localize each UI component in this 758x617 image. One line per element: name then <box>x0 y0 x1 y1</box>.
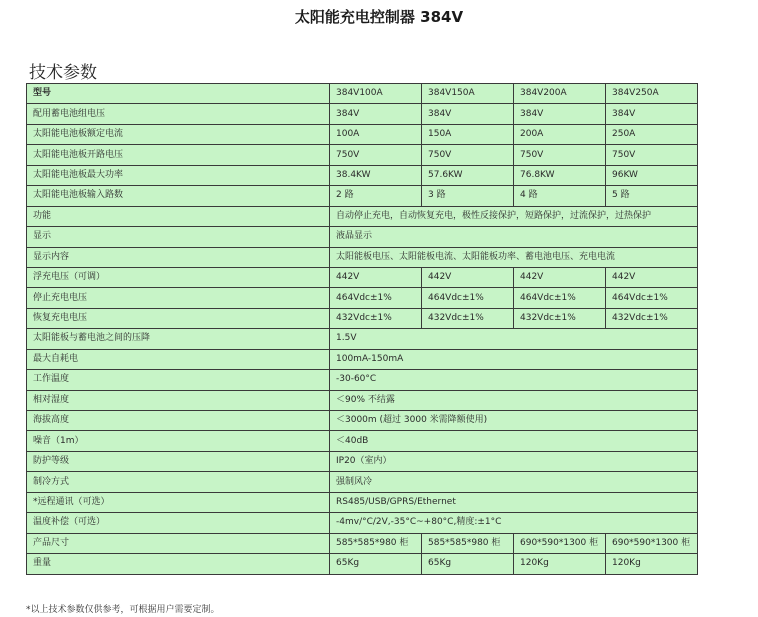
table-row <box>27 451 698 471</box>
value-cell: 442V <box>422 267 514 287</box>
param-name-cell: 最大自耗电 <box>27 349 330 369</box>
value-cell: 250A <box>606 124 698 144</box>
value-cell: 65Kg <box>330 554 422 574</box>
param-name-cell: 防护等级 <box>27 451 330 471</box>
table-row <box>27 492 698 512</box>
param-name-cell: 太阳能电池板开路电压 <box>27 145 330 165</box>
table-row <box>27 431 698 451</box>
value-cell: 432Vdc±1% <box>606 308 698 328</box>
table-row <box>27 206 698 226</box>
param-name-cell: 相对湿度 <box>27 390 330 410</box>
param-name-cell: 恢复充电电压 <box>27 308 330 328</box>
value-cell: 120Kg <box>514 554 606 574</box>
value-cell: 384V250A <box>606 84 698 104</box>
value-cell: -4mv/°C/2V,-35°C~+80°C,精度:±1°C <box>330 513 698 533</box>
value-cell: 57.6KW <box>422 165 514 185</box>
value-cell: 120Kg <box>606 554 698 574</box>
table-row <box>27 411 698 431</box>
param-name-cell: 太阳能电池板额定电流 <box>27 124 330 144</box>
value-cell: RS485/USB/GPRS/Ethernet <box>330 492 698 512</box>
spec-table <box>26 83 698 575</box>
value-cell: 690*590*1300 柜 <box>606 533 698 553</box>
value-cell: 2 路 <box>330 186 422 206</box>
param-name-cell: *远程通讯（可选） <box>27 492 330 512</box>
param-name-cell: 海拔高度 <box>27 411 330 431</box>
value-cell: 464Vdc±1% <box>330 288 422 308</box>
value-cell: 442V <box>606 267 698 287</box>
table-row <box>27 554 698 574</box>
value-cell: 100mA-150mA <box>330 349 698 369</box>
param-name-cell: 功能 <box>27 206 330 226</box>
value-cell: 38.4KW <box>330 165 422 185</box>
value-cell: 690*590*1300 柜 <box>514 533 606 553</box>
value-cell: 384V <box>606 104 698 124</box>
table-row <box>27 267 698 287</box>
value-cell: 150A <box>422 124 514 144</box>
table-row <box>27 104 698 124</box>
table-row <box>27 288 698 308</box>
value-cell: 442V <box>330 267 422 287</box>
value-cell: 432Vdc±1% <box>514 308 606 328</box>
value-cell: 442V <box>514 267 606 287</box>
value-cell: 384V150A <box>422 84 514 104</box>
table-row <box>27 227 698 247</box>
value-cell: 585*585*980 柜 <box>330 533 422 553</box>
param-name-cell: 温度补偿（可选） <box>27 513 330 533</box>
param-name-cell: 太阳能电池板输入路数 <box>27 186 330 206</box>
table-row <box>27 329 698 349</box>
value-cell: 464Vdc±1% <box>606 288 698 308</box>
table-row <box>27 472 698 492</box>
value-cell: 100A <box>330 124 422 144</box>
value-cell: 384V <box>330 104 422 124</box>
value-cell: 200A <box>514 124 606 144</box>
value-cell: 5 路 <box>606 186 698 206</box>
value-cell: 自动停止充电，自动恢复充电，极性反接保护，短路保护，过流保护，过热保护 <box>330 206 698 226</box>
param-name-cell: 太阳能板与蓄电池之间的压降 <box>27 329 330 349</box>
value-cell: 65Kg <box>422 554 514 574</box>
param-name-cell: 制冷方式 <box>27 472 330 492</box>
table-row <box>27 165 698 185</box>
param-name-cell: 配用蓄电池组电压 <box>27 104 330 124</box>
table-row <box>27 390 698 410</box>
table-header-row <box>27 84 698 104</box>
table-row <box>27 124 698 144</box>
value-cell: 液晶显示 <box>330 227 698 247</box>
value-cell: 464Vdc±1% <box>422 288 514 308</box>
value-cell: 384V100A <box>330 84 422 104</box>
param-name-cell: 型号 <box>27 84 330 104</box>
value-cell: 750V <box>514 145 606 165</box>
table-row <box>27 349 698 369</box>
value-cell: ＜3000m (超过 3000 米需降额使用) <box>330 411 698 431</box>
value-cell: 强制风冷 <box>330 472 698 492</box>
value-cell: 464Vdc±1% <box>514 288 606 308</box>
value-cell: 太阳能板电压、太阳能板电流、太阳能板功率、蓄电池电压、充电电流 <box>330 247 698 267</box>
value-cell: 1.5V <box>330 329 698 349</box>
value-cell: IP20（室内） <box>330 451 698 471</box>
value-cell: 750V <box>606 145 698 165</box>
param-name-cell: 产品尺寸 <box>27 533 330 553</box>
table-row <box>27 308 698 328</box>
value-cell: 384V200A <box>514 84 606 104</box>
param-name-cell: 显示 <box>27 227 330 247</box>
page-title: 太阳能充电控制器 384V <box>294 8 464 26</box>
value-cell: 585*585*980 柜 <box>422 533 514 553</box>
value-cell: -30-60°C <box>330 370 698 390</box>
value-cell: 750V <box>330 145 422 165</box>
value-cell: 4 路 <box>514 186 606 206</box>
param-name-cell: 太阳能电池板最大功率 <box>27 165 330 185</box>
footnote: *以上技术参数仅供参考，可根据用户需要定制。 <box>26 605 220 615</box>
value-cell: 384V <box>422 104 514 124</box>
value-cell: 76.8KW <box>514 165 606 185</box>
value-cell: 750V <box>422 145 514 165</box>
value-cell: 96KW <box>606 165 698 185</box>
param-name-cell: 浮充电压（可调） <box>27 267 330 287</box>
table-row <box>27 513 698 533</box>
param-name-cell: 重量 <box>27 554 330 574</box>
value-cell: ＜40dB <box>330 431 698 451</box>
table-row <box>27 370 698 390</box>
value-cell: 432Vdc±1% <box>422 308 514 328</box>
value-cell: 3 路 <box>422 186 514 206</box>
table-row <box>27 247 698 267</box>
param-name-cell: 工作温度 <box>27 370 330 390</box>
param-name-cell: 停止充电电压 <box>27 288 330 308</box>
table-row <box>27 186 698 206</box>
section-heading: 技术参数 <box>29 63 97 83</box>
param-name-cell: 显示内容 <box>27 247 330 267</box>
param-name-cell: 噪音（1m） <box>27 431 330 451</box>
value-cell: 384V <box>514 104 606 124</box>
table-row <box>27 145 698 165</box>
value-cell: ＜90% 不结露 <box>330 390 698 410</box>
table-row <box>27 533 698 553</box>
value-cell: 432Vdc±1% <box>330 308 422 328</box>
